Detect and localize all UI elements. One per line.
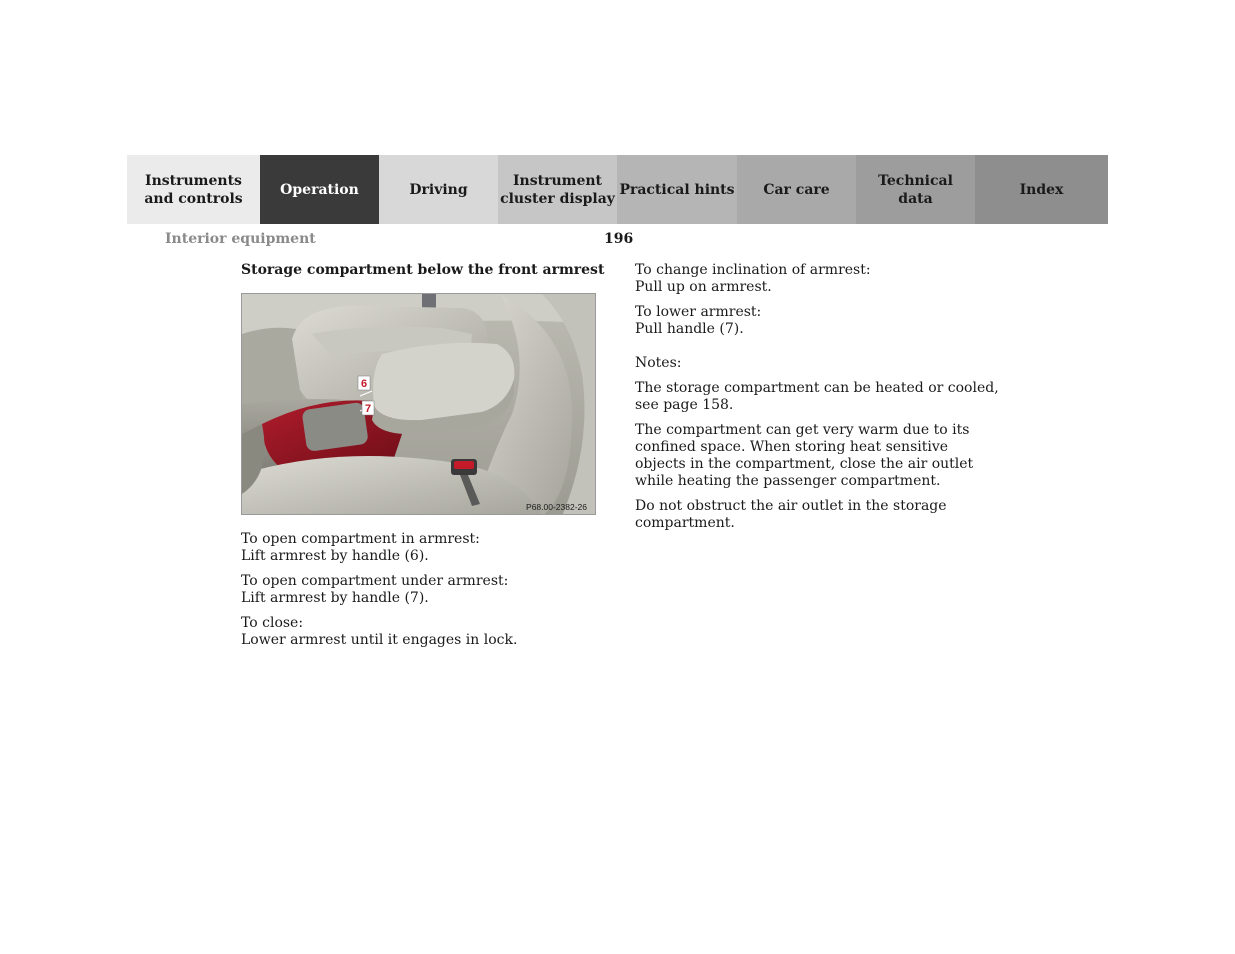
tab-index[interactable]: Index [975, 155, 1108, 224]
page-number: 196 [604, 231, 634, 247]
tab-practical-hints[interactable]: Practical hints [617, 155, 737, 224]
instruction-open-under-armrest: To open compartment under armrest: Lift armrest by handle (7). [241, 573, 509, 606]
tab-instruments-and-controls[interactable]: Instruments and controls [127, 155, 260, 224]
instruction-change-inclination: To change inclination of armrest: Pull up on armrest. [635, 262, 871, 295]
tab-driving[interactable]: Driving [379, 155, 498, 224]
armrest-illustration [241, 293, 596, 515]
callout-7 [362, 401, 374, 415]
tab-technical-data[interactable]: Technical data [856, 155, 975, 224]
instruction-open-armrest: To open compartment in armrest: Lift armrest by handle (6). [241, 531, 480, 564]
callout-6 [358, 376, 370, 390]
armrest-illustration-graphic [242, 294, 596, 515]
instruction-close: To close: Lower armrest until it engages in lock. [241, 615, 518, 648]
note-warm-compartment: The compartment can get very warm due to its confined space. When storing heat sensitive objects in the compartment, close the air outlet while heating the passenger compartment. [635, 422, 974, 489]
instruction-lower-armrest: To lower armrest: Pull handle (7). [635, 304, 762, 337]
left-column [241, 531, 601, 657]
section-title: Interior equipment [165, 231, 316, 247]
notes-label: Notes: [635, 355, 682, 371]
tab-instrument-cluster-display[interactable]: Instrument cluster display [498, 155, 617, 224]
right-column [635, 262, 1000, 540]
note-air-outlet: Do not obstruct the air outlet in the storage compartment. [635, 498, 947, 531]
tab-car-care[interactable]: Car care [737, 155, 856, 224]
figure-code: P68.00-2382-26 [526, 502, 587, 512]
chapter-tabs [127, 155, 1108, 224]
note-heated-cooled: The storage compartment can be heated or cooled, see page 158. [635, 380, 999, 413]
callout-7-label: 7 [364, 403, 372, 415]
callout-6-label: 6 [360, 378, 368, 390]
page-heading: Storage compartment below the front armrest [241, 262, 605, 278]
tab-operation[interactable]: Operation [260, 155, 379, 224]
